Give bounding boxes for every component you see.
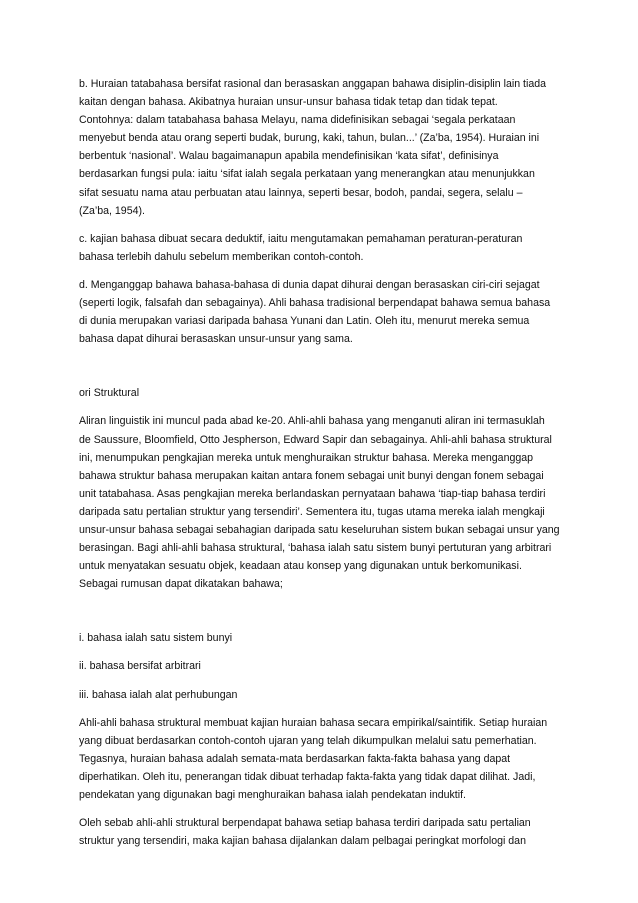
paragraph-b-traditional-grammar: b. Huraian tatabahasa bersifat rasional dan berasaskan anggapan bahawa disiplin-disiplin lain tiada kaitan dengan bahasa. Akibatnya huraian unsur-unsur bahasa tidak tetap dan tidak tepat. Contohnya: dalam tatabahasa bahasa Melayu, nama didefinisikan sebagai ‘segala perkataan menyebut benda atau orang seperti budak, burung, kaki, tahun, bulan...’ (Za’ba, 1954). Huraian ini berbentuk ‘nasional’. Walau bagaimanapun apabila mendefinisikan ‘kata sifat’, definisinya berdasarkan fungsi pula: iaitu ‘sifat ialah segala perkataan yang menerangkan atau menunjukkan sifat sesuatu nama atau perbuatan atau lainnya, seperti besar, bodoh, pandai, segera, selalu – (Za’ba, 1954). — [79, 78, 547, 217]
paragraph-empirical-approach: Ahli-ahli bahasa struktural membuat kajian huraian bahasa secara empirikal/saintifik. Setiap huraian yang dibuat berdasarkan contoh-contoh ujaran yang telah dikumpulkan melalui satu pemerhatian. Tegasnya, huraian bahasa adalah semata-mata berdasarkan fakta-fakta bahasa yang dapat diperhatikan. Oleh itu, penerangan tidak dibuat terhadap fakta-fakta yang tidak dapat dilihat. Jadi, pendekatan yang digunakan bagi menghuraikan bahasa ialah pendekatan induktif. — [79, 716, 548, 801]
paragraph-structural-linguistics: Aliran linguistik ini muncul pada abad ke-20. Ahli-ahli bahasa yang menganuti aliran ini termasuklah de Saussure, Bloomfield, Otto Jespherson, Edward Sapir dan sebagainya. Ahli-ahli bahasa struktural ini, menumpukan pengkajian mereka untuk menghuraikan struktur bahasa. Mereka menganggap bahawa struktur bahasa merupakan kaitan antara fonem sebagai unit bunyi dengan fonem sebagai unit tatabahasa. Asas pengkajian mereka berlandaskan pernyataan bahawa ‘tiap-tiap bahasa terdiri daripada satu pertalian struktur yang tersendiri’. Sementera itu, tugas utama mereka ialah mengkaji unsur-unsur bahasa sebagai sebahagian daripada satu keseluruhan sistem bukan sebagai unsur yang berasingan. Bagi ahli-ahli bahasa struktural, ‘bahasa ialah satu sistem bunyi pertuturan yang arbitrari untuk menyatakan sesuatu objek, keadaan atau konsep yang digunakan untuk berkomunikasi. Sebagai rumusan dapat dikatakan bahawa; — [79, 415, 560, 591]
section-heading: ori Struktural — [79, 387, 140, 400]
list-spacer — [79, 603, 565, 629]
paragraph-structural-levels: Oleh sebab ahli-ahli struktural berpendapat bahawa setiap bahasa terdiri daripada satu pertalian struktur yang tersendiri, maka kajian bahasa dijalankan dalam pelbagai peringkat morfologi dan — [79, 817, 531, 848]
list-item-sound-system: i. bahasa ialah satu sistem bunyi — [79, 632, 233, 645]
document-page — [79, 75, 565, 860]
paragraph-d-universal-features: d. Menganggap bahawa bahasa-bahasa di dunia dapat dihurai dengan berasaskan ciri-ciri sejagat (seperti logik, falsafah dan sebagainya). Ahli bahasa tradisional berpendapat bahawa semua bahasa di dunia merupakan variasi daripada bahasa Yunani dan Latin. Oleh itu, menurut mereka semua bahasa dapat dihurai berasaskan unsur-unsur yang sama. — [79, 278, 551, 346]
list-item-communication-tool: iii. bahasa ialah alat perhubungan — [79, 688, 238, 701]
paragraph-c-deductive: c. kajian bahasa dibuat secara deduktif, iaitu mengutamakan pemahaman peraturan-peraturan bahasa terlebih dahulu sebelum memberikan contoh-contoh. — [79, 232, 523, 263]
section-spacer — [79, 358, 565, 384]
list-item-arbitrary: ii. bahasa bersifat arbitrari — [79, 660, 201, 673]
